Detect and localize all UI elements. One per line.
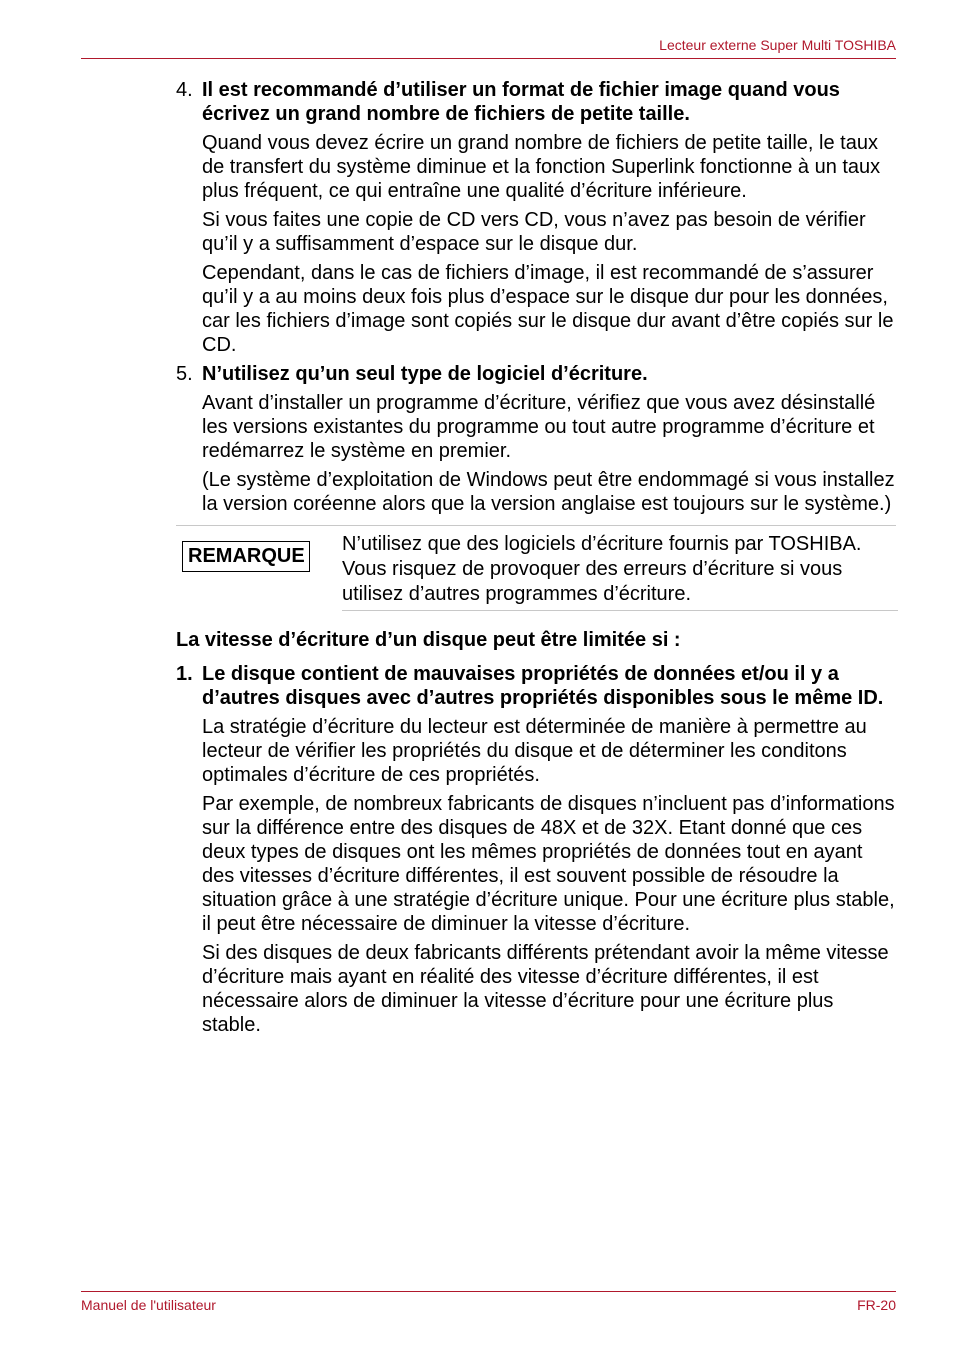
- note-box: [176, 525, 896, 616]
- paragraph: Par exemple, de nombreux fabricants de disques n’incluent pas d’informations sur la différence entre des disques de 48X et de 32X. Etant donné que ces deux types de disques ont les mêmes propriétés de données tout en ayant des vitesses d’écriture différentes, il est souvent possible de résoudre la situation grâce à une stratégie d’écriture unique. Pour une écriture plus stable, il peut être nécessaire de diminuer la vitesse d’écriture.: [202, 793, 895, 935]
- paragraph: La stratégie d’écriture du lecteur est déterminée de manière à permettre au lecteur de vérifier les propriétés du disque et de déterminer les conditons optimales d’écriture de ces propriétés.: [202, 716, 867, 786]
- header-rule: [81, 58, 896, 59]
- list-item-title: Le disque contient de mauvaises propriétés de données et/ou il y a d’autres disques avec d’autres propriétés disponibles sous le même ID.: [202, 663, 884, 709]
- page-number: FR-20: [857, 1297, 896, 1313]
- list-item-title: Il est recommandé d’utiliser un format de fichier image quand vous écrivez un grand nombre de fichiers de petite taille.: [202, 79, 840, 125]
- section-subheading: La vitesse d’écriture d’un disque peut être limitée si :: [176, 629, 681, 651]
- paragraph: Avant d’installer un programme d’écriture, vérifiez que vous avez désinstallé les versions existantes du programme ou tout autre programme d’écriture et redémarrez le système en premier.: [202, 392, 876, 462]
- running-header: Lecteur externe Super Multi TOSHIBA: [659, 37, 896, 53]
- paragraph: Cependant, dans le cas de fichiers d’image, il est recommandé de s’assurer qu’il y a au moins deux fois plus d’espace sur le disque dur pour les données, car les fichiers d’image sont copiés sur le disque dur avant d’être copiés sur le CD.: [202, 262, 894, 356]
- paragraph: Si vous faites une copie de CD vers CD, vous n’avez pas besoin de vérifier qu’il y a suffisamment d’espace sur le disque dur.: [202, 209, 866, 255]
- list-item-4: [176, 78, 896, 357]
- paragraph: (Le système d’exploitation de Windows peut être endommagé si vous installez la version coréenne alors que la version anglaise est toujours sur le système.): [202, 469, 895, 515]
- list-item-title: N’utilisez qu’un seul type de logiciel d’écriture.: [202, 363, 648, 385]
- paragraph: Si des disques de deux fabricants différents prétendant avoir la même vitesse d’écriture mais ayant en réalité des vitesse d’écriture différentes, il est nécessaire alors de diminuer la vitesse d’écriture pour une écriture plus stable.: [202, 942, 889, 1036]
- list-item-1: [176, 662, 896, 1037]
- note-text: N’utilisez que des logiciels d’écriture fournis par TOSHIBA. Vous risquez de provoquer des erreurs d’écriture si vous utilisez d’autres programmes d’écriture.: [342, 532, 898, 611]
- footer-rule: [81, 1291, 896, 1292]
- list-number: 5.: [176, 363, 193, 385]
- note-label: REMARQUE: [182, 541, 310, 572]
- footer-manual-title: Manuel de l'utilisateur: [81, 1297, 216, 1313]
- list-number: 1.: [176, 663, 193, 685]
- list-number: 4.: [176, 79, 193, 101]
- page-content: [176, 78, 896, 1042]
- list-item-5: [176, 362, 896, 516]
- paragraph: Quand vous devez écrire un grand nombre de fichiers de petite taille, le taux de transfert du système diminue et la fonction Superlink fonctionne à un taux plus fréquent, ce qui entraîne une qualité d’écriture inférieure.: [202, 132, 881, 202]
